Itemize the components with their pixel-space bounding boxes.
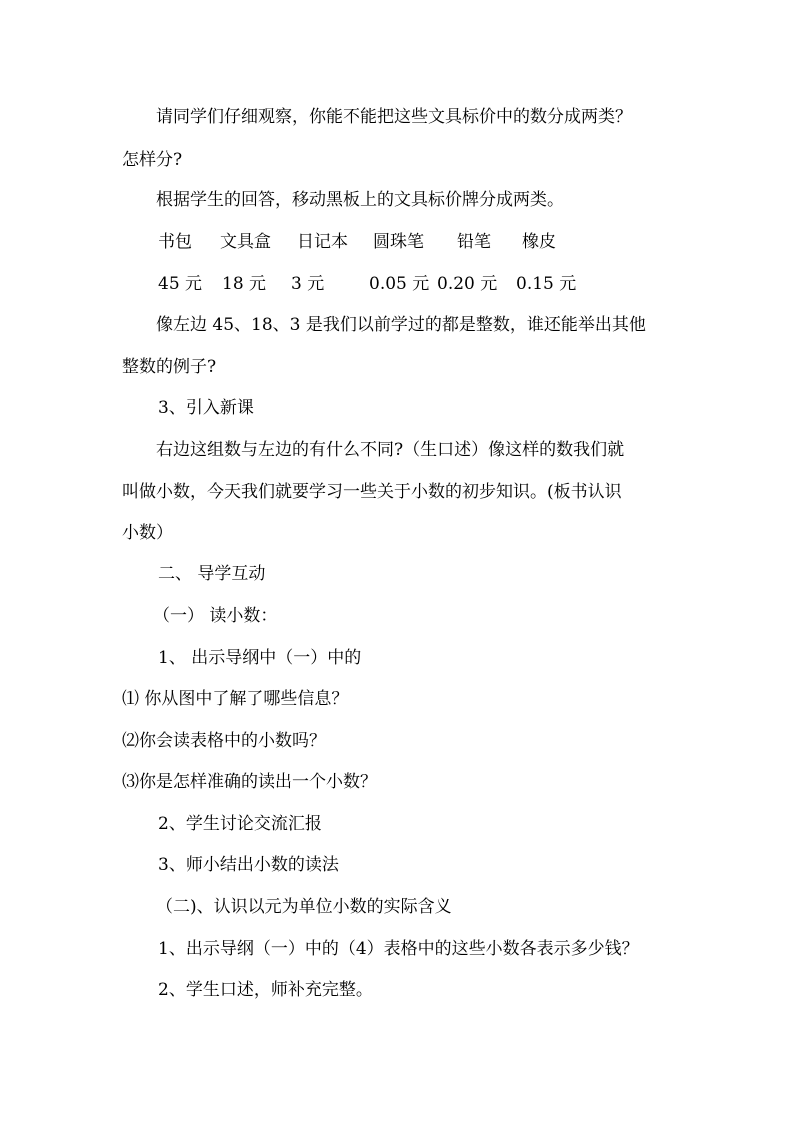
price-cell-2: 3 元	[291, 274, 325, 294]
paragraph-integers-line2: 整数的例子?	[122, 357, 217, 377]
item-cell-0: 书包	[158, 232, 192, 252]
price-cell-4: 0.20 元	[437, 274, 498, 294]
paragraph-answer: 根据学生的回答，移动黑板上的文具标价牌分成两类。	[156, 190, 564, 210]
item-cell-4: 铅笔	[457, 232, 491, 252]
item-cell-5: 橡皮	[522, 232, 556, 252]
heading-read-decimals: （一） 读小数：	[153, 606, 278, 626]
item-cell-3: 圆珠笔	[373, 232, 424, 252]
price-cell-5: 0.15 元	[516, 274, 577, 294]
question-1: ⑴ 你从图中了解了哪些信息？	[122, 689, 349, 709]
list-item-2: 2、学生讨论交流汇报	[158, 814, 322, 834]
paragraph-question-line2: 怎样分?	[122, 150, 183, 170]
list-item-5: 2、学生口述，师补充完整。	[158, 980, 373, 1000]
heading-introduce-lesson: 3、引入新课	[158, 398, 254, 418]
paragraph-decimals-line3: 小数）	[122, 523, 173, 543]
list-item-1: 1、 出示导纲中（一）中的	[158, 648, 362, 668]
price-cell-1: 18 元	[222, 274, 267, 294]
list-item-4: 1、出示导纲（一）中的（4）表格中的这些小数各表示多少钱？	[158, 939, 639, 959]
price-cell-3: 0.05 元	[369, 274, 430, 294]
heading-yuan-decimals: （二)、认识以元为单位小数的实际含义	[156, 897, 452, 917]
item-cell-1: 文具盒	[220, 232, 271, 252]
paragraph-decimals-line1: 右边这组数与左边的有什么不同?（生口述）像这样的数我们就	[156, 440, 625, 460]
price-cell-0: 45 元	[158, 274, 203, 294]
list-item-3: 3、师小结出小数的读法	[158, 855, 339, 875]
question-2: ⑵你会读表格中的小数吗？	[122, 731, 326, 751]
paragraph-integers-line1: 像左边 45、18、3 是我们以前学过的都是整数，谁还能举出其他	[156, 315, 646, 335]
paragraph-decimals-line2: 叫做小数，今天我们就要学习一些关于小数的初步知识。(板书认识	[122, 482, 622, 502]
item-cell-2: 日记本	[297, 232, 348, 252]
paragraph-question-line1: 请同学们仔细观察，你能不能把这些文具标价中的数分成两类？	[156, 107, 632, 127]
heading-section-two: 二、 导学互动	[158, 564, 266, 584]
question-3: ⑶你是怎样准确的读出一个小数？	[122, 772, 377, 792]
